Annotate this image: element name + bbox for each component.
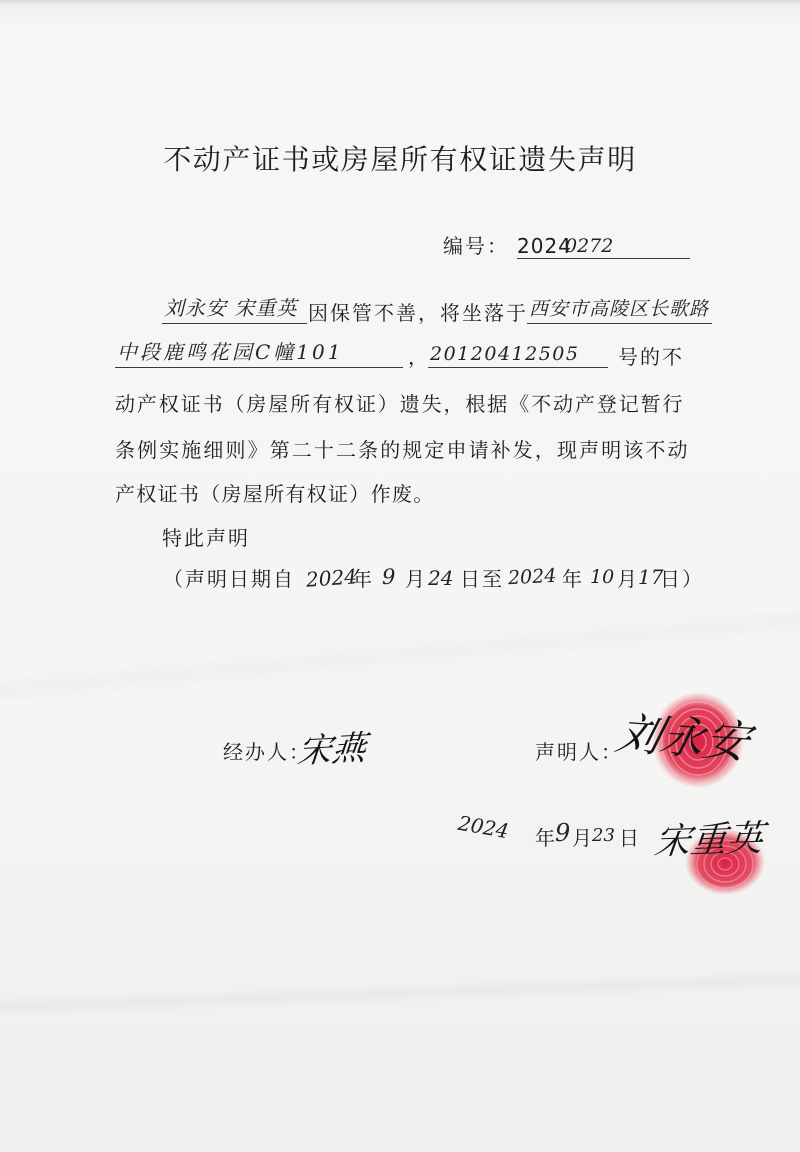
number-printed: 2024 [517, 234, 572, 258]
number-handwritten: 0272 [565, 235, 614, 257]
paper-crease [0, 610, 800, 700]
address-line1-handwritten: 西安市高陵区长歌路 [529, 298, 710, 320]
handler-label: 经办人： [223, 740, 311, 764]
sign-date-day: 23 [592, 825, 615, 846]
period-year-label: 年 [562, 567, 584, 591]
closing-text: 特此声明 [162, 526, 250, 550]
period-end-month: 10 [590, 566, 615, 588]
period-end-year: 2024 [507, 564, 557, 590]
sign-date-day-label: 日 [619, 826, 641, 850]
handler-signature: 宋燕 [295, 728, 368, 772]
period-year-label: 年 [352, 567, 374, 591]
period-open: （声明日期自 [163, 567, 295, 591]
certificate-number-field [428, 341, 608, 368]
period-month-label: 月 [405, 567, 427, 591]
declarant-signature-1: 刘永安 [611, 708, 755, 769]
sign-date-year-label: 年 [535, 826, 557, 850]
owners-handwritten: 刘永安 宋重英 [164, 296, 298, 320]
period-start-month: 9 [382, 565, 396, 589]
body-line-4: 条例实施细则》第二十二条的规定申请补发，现声明该不动 [115, 438, 690, 462]
body-line-5: 产权证书（房屋所有权证）作废。 [115, 482, 435, 506]
period-close: 日） [660, 567, 704, 591]
address-line2-handwritten: 中段鹿鸣花园C幢101 [117, 340, 344, 364]
owners-field [162, 297, 307, 324]
document-title: 不动产证书或房屋所有权证遗失声明 [163, 143, 637, 176]
number-field [517, 232, 690, 259]
period-end-day: 17 [638, 565, 664, 589]
declarant-label: 声明人： [535, 740, 623, 764]
number-label: 编号： [443, 234, 509, 258]
body-text-located: 因保管不善，将坐落于 [308, 301, 528, 325]
certificate-number-handwritten: 20120412505 [430, 343, 580, 365]
body-line-3: 动产权证书（房屋所有权证）遗失，根据《不动产登记暂行 [115, 392, 685, 416]
address-field-2 [115, 341, 403, 368]
sign-date-year: 2024 [456, 810, 511, 844]
period-start-year: 2024 [305, 564, 358, 592]
body-comma: ， [408, 345, 430, 369]
sign-date-month-label: 月 [572, 826, 594, 850]
address-field-1 [527, 297, 712, 324]
paper-crease [0, 930, 800, 1050]
period-month-label: 月 [617, 567, 639, 591]
period-until-label: 日至 [460, 567, 504, 591]
declarant-signature-2: 宋重英 [652, 818, 766, 863]
sign-date-month: 9 [555, 819, 571, 847]
body-number-suffix: 号的不 [618, 345, 684, 369]
period-start-day: 24 [428, 566, 454, 590]
